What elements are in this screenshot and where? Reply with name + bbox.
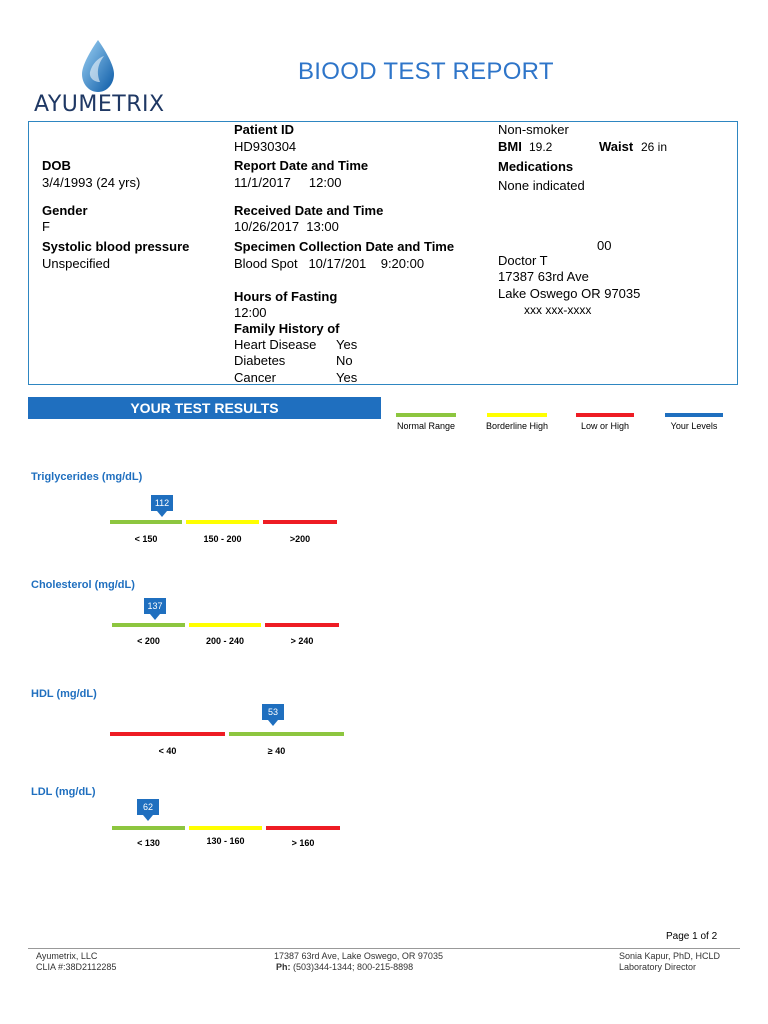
range-label: 150 - 200 xyxy=(203,534,242,544)
test-title-cholesterol: Cholesterol (mg/dL) xyxy=(31,579,135,591)
bmi-label: BMI xyxy=(498,139,522,154)
medications-label: Medications xyxy=(498,159,574,174)
dob-label: DOB xyxy=(42,158,71,173)
report-title: BIOOD TEST REPORT xyxy=(298,58,554,85)
family-condition: Heart Disease xyxy=(234,337,317,352)
legend-swatch xyxy=(396,413,456,417)
range-bar xyxy=(263,520,337,524)
range-bar xyxy=(110,520,182,524)
footer-divider xyxy=(28,948,740,949)
family-answer: Yes xyxy=(336,337,358,352)
footer-phone-label: Ph: xyxy=(276,962,291,972)
legend-label: Borderline High xyxy=(485,421,549,431)
footer-phone: (503)344-1344; 800-215-8898 xyxy=(293,962,414,972)
family-answer: Yes xyxy=(336,370,358,385)
legend-label: Low or High xyxy=(580,421,630,431)
blood-pressure-value: Unspecified xyxy=(42,256,110,271)
report-date-label: Report Date and Time xyxy=(234,158,369,173)
range-bar xyxy=(189,623,261,627)
received-date-value: 10/26/2017 13:00 xyxy=(234,219,339,234)
legend-label: Normal Range xyxy=(396,421,456,431)
test-results-banner: YOUR TEST RESULTS xyxy=(28,397,381,419)
water-drop-logo-icon xyxy=(78,38,118,94)
legend-swatch xyxy=(487,413,547,417)
gender-value: F xyxy=(42,219,50,234)
report-date-value: 11/1/2017 12:00 xyxy=(234,175,342,190)
your-level-marker: 62 xyxy=(137,799,159,815)
range-bar xyxy=(229,732,344,736)
footer-clia: CLIA #:38D2112285 xyxy=(36,962,117,972)
range-label: ≥ 40 xyxy=(267,746,286,756)
test-title-ldl: LDL (mg/dL) xyxy=(31,786,96,798)
range-label: < 200 xyxy=(137,636,160,646)
doctor-address-line2: Lake Oswego OR 97035 xyxy=(498,286,641,301)
legend-label: Your Levels xyxy=(670,421,718,431)
range-bar xyxy=(266,826,340,830)
footer-director: Sonia Kapur, PhD, HCLD xyxy=(619,951,721,961)
smoker-status: Non-smoker xyxy=(498,122,569,137)
range-bar xyxy=(189,826,262,830)
range-label: 200 - 240 xyxy=(205,636,245,646)
family-answer: No xyxy=(336,353,353,368)
footer-address: 17387 63rd Ave, Lake Oswego, OR 97035 xyxy=(274,951,443,961)
legend-swatch xyxy=(576,413,634,417)
range-label: >200 xyxy=(289,534,311,544)
your-level-marker: 137 xyxy=(144,598,166,614)
range-label: < 150 xyxy=(134,534,158,544)
family-condition: Cancer xyxy=(234,370,276,385)
range-label: > 240 xyxy=(290,636,314,646)
blood-pressure-label: Systolic blood pressure xyxy=(42,239,190,254)
brand-name: AYUMETRIX xyxy=(34,92,165,117)
range-bar xyxy=(112,826,185,830)
dob-value: 3/4/1993 (24 yrs) xyxy=(42,175,141,190)
footer-director-title: Laboratory Director xyxy=(619,962,697,972)
page-number: Page 1 of 2 xyxy=(666,931,718,942)
your-level-marker: 112 xyxy=(151,495,173,511)
range-label: < 130 xyxy=(137,838,160,848)
doctor-address-line1: 17387 63rd Ave xyxy=(498,269,589,284)
received-date-label: Received Date and Time xyxy=(234,203,384,218)
gender-label: Gender xyxy=(42,203,88,218)
medications-value: None indicated xyxy=(498,178,585,193)
range-label: 130 - 160 xyxy=(206,836,245,846)
waist-label: Waist xyxy=(599,139,634,154)
doctor-code: 00 xyxy=(597,238,612,253)
collection-date-label: Specimen Collection Date and Time xyxy=(234,239,455,254)
patient-id-label: Patient ID xyxy=(234,122,294,137)
your-level-marker: 53 xyxy=(262,704,284,720)
family-history-label: Family History of xyxy=(234,321,340,336)
footer-phone-line xyxy=(276,962,413,972)
fasting-label: Hours of Fasting xyxy=(234,289,338,304)
fasting-value: 12:00 xyxy=(234,305,267,320)
range-bar xyxy=(110,732,225,736)
doctor-name: Doctor T xyxy=(498,253,548,268)
patient-id-value: HD930304 xyxy=(234,139,297,154)
range-bar xyxy=(112,623,185,627)
range-bar xyxy=(265,623,339,627)
doctor-phone: xxx xxx-xxxx xyxy=(524,303,592,317)
test-title-hdl: HDL (mg/dL) xyxy=(31,688,97,700)
collection-date-value: Blood Spot 10/17/201 9:20:00 xyxy=(234,256,425,271)
bmi-value: 19.2 xyxy=(529,140,553,154)
test-title-triglycerides: Triglycerides (mg/dL) xyxy=(31,471,143,483)
family-condition: Diabetes xyxy=(234,353,286,368)
range-label: < 40 xyxy=(158,746,177,756)
waist-value: 26 in xyxy=(641,140,668,154)
legend-swatch xyxy=(665,413,723,417)
range-label: > 160 xyxy=(291,838,315,848)
range-bar xyxy=(186,520,259,524)
footer-company: Ayumetrix, LLC xyxy=(36,951,98,961)
